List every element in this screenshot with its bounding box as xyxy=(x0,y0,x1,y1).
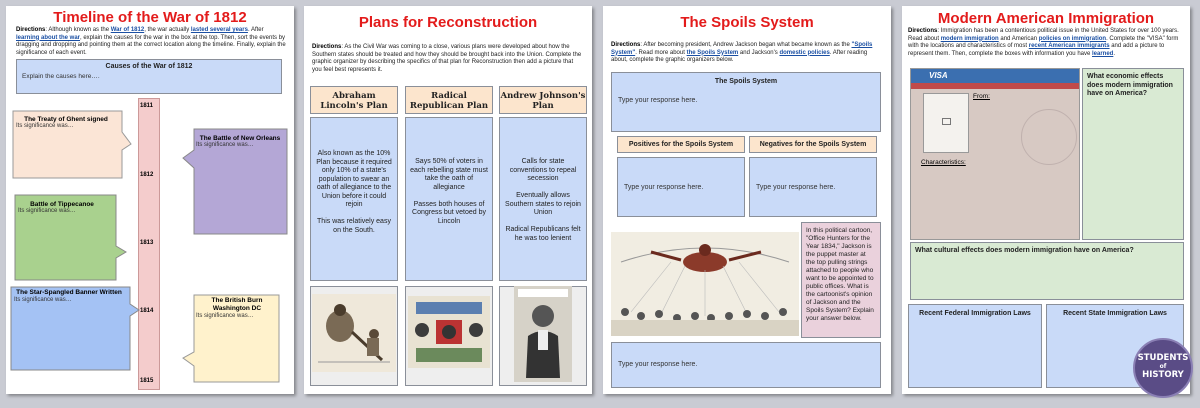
event-title: The Treaty of Ghent signed xyxy=(24,116,108,123)
event-washington[interactable] xyxy=(196,297,278,319)
visa-photo-slot[interactable] xyxy=(923,93,969,153)
year-1812: 1812 xyxy=(140,172,154,178)
link-policies-on-immigration[interactable]: policies on immigration xyxy=(1038,35,1107,42)
radical-republican-image xyxy=(408,296,490,368)
causes-box[interactable] xyxy=(16,59,282,94)
economic-effects-box[interactable]: What economic effects does modern immigration have on America? xyxy=(1082,68,1184,240)
slide2-title: Plans for Reconstruction xyxy=(358,14,538,31)
visa-from-label: From: xyxy=(973,93,990,100)
link-recent-immigrants[interactable]: recent American immigrants xyxy=(1028,43,1110,49)
year-1811: 1811 xyxy=(140,103,154,109)
event-tippecanoe[interactable] xyxy=(18,201,106,214)
slide-war-of-1812 xyxy=(6,6,294,394)
negatives-response[interactable]: Type your response here. xyxy=(749,157,877,217)
link-war-of-1812[interactable]: War of 1812 xyxy=(110,27,145,33)
slide3-directions: Directions: After becoming president, Andrew Jackson began what became known as the "Spoils System". Read more about the Spoils System and Jackson's domestic policies. After reading about, complete the graphic organizers below. xyxy=(611,42,873,63)
slide-spoils-system xyxy=(603,6,891,394)
plan-lincoln-header: Abraham Lincoln's Plan xyxy=(310,86,398,114)
slide4-directions: Directions: Immigration has been a contentious political issue in the United States for over 100 years. Read about modern immigration and American policies on immigration. Complete the "VISA" form with the locations and characteristics of most recent American immigrants and add a picture to represent them. Then, complete the boxes with information you have learned. xyxy=(908,28,1179,57)
visa-seal xyxy=(1021,109,1077,165)
plan-radical-header: Radical Republican Plan xyxy=(405,86,493,114)
link-domestic-policies[interactable]: domestic policies xyxy=(779,49,830,56)
negatives-heading: Negatives for the Spoils System xyxy=(749,136,877,153)
link-lasted-several-years[interactable]: lasted several years xyxy=(190,27,248,33)
slide1-title: Timeline of the War of 1812 xyxy=(53,9,247,26)
office-hunters-cartoon-image xyxy=(611,232,799,336)
plan-radical-text[interactable]: Says 50% of voters in each rebelling state must take the oath of allegiance Passes both houses of Congress but vetoed by Lincoln xyxy=(405,117,493,281)
event-text: Its significance was… xyxy=(14,297,72,303)
slide-reconstruction xyxy=(304,6,592,394)
cultural-effects-box[interactable]: What cultural effects does modern immigration have on America? xyxy=(910,242,1184,300)
slide2-directions: Directions: As the Civil War was coming to a close, various plans were developed about how the Southern states should be treated and how they should be brought back into the Union. Complete the graphic organizer by describing the specifics of that plan for Reconstruction then add a picture that you feel best represents it. xyxy=(312,44,582,73)
event-treaty-ghent[interactable] xyxy=(16,116,116,129)
cartoon-response[interactable]: Type your response here. xyxy=(611,342,881,388)
link-spoils-system[interactable]: "Spoils System" xyxy=(611,42,873,56)
event-star-spangled[interactable] xyxy=(14,289,124,303)
spoils-main-prompt: Type your response here. xyxy=(618,97,698,104)
lincoln-cartoon-image xyxy=(312,294,396,372)
event-title: The Battle of New Orleans xyxy=(199,135,281,142)
image-placeholder-icon xyxy=(942,118,951,125)
visa-form[interactable] xyxy=(910,68,1080,240)
event-text: Its significance was… xyxy=(196,142,254,148)
positives-heading: Positives for the Spoils System xyxy=(617,136,745,153)
spoils-main-heading: The Spoils System xyxy=(714,78,778,85)
event-title: The British Burn Washington DC xyxy=(211,297,263,312)
plan-lincoln-text[interactable]: Also known as the 10% Plan because it required only 10% of a state's population to swear an oath of allegiance to the Union before it could rejoin This was relatively easy on the South. xyxy=(310,117,398,281)
logo-line1: STUDENTS xyxy=(1137,353,1189,363)
slide1-directions: Directions: Although known as the War of 1812, the war actually lasted several years. After learning about the war, explain the causes for the war in the box at the top. Then, sort the events by dragging and dropping and pointing them at the correct location along the timeline. Finally, explain the significance of each event. xyxy=(16,27,286,56)
slide-modern-immigration xyxy=(902,6,1190,394)
cartoon-explanation: In this political cartoon, "Office Hunters for the Year 1834," Jackson is the puppet master at the top pulling strings attached to people who want to be appointed to public offices. What is the cartoonist's opinion of Jackson and the Spoils System? Explain your answer below. xyxy=(801,222,881,338)
year-1814: 1814 xyxy=(140,308,154,314)
visa-characteristics-label: Characteristics: xyxy=(921,159,966,166)
students-of-history-logo xyxy=(1133,338,1193,398)
state-laws-box[interactable]: Recent State Immigration Laws xyxy=(1046,304,1184,388)
link-the-spoils-system[interactable]: the Spoils System xyxy=(686,49,739,56)
johnson-photo-image xyxy=(514,286,572,382)
year-1813: 1813 xyxy=(140,240,154,246)
federal-laws-box[interactable]: Recent Federal Immigration Laws xyxy=(908,304,1042,388)
year-1815: 1815 xyxy=(140,378,154,384)
plan-johnson-header: Andrew Johnson's Plan xyxy=(499,86,587,114)
visa-stripe xyxy=(911,83,1080,89)
plan-johnson-text[interactable]: Calls for state conventions to repeal secession Eventually allows Southern states to rejoin Union Radical Republicans felt he was too lenient xyxy=(499,117,587,281)
causes-prompt: Explain the causes here…. xyxy=(22,73,100,80)
event-text: Its significance was… xyxy=(16,123,74,129)
link-learned[interactable]: learned xyxy=(1092,50,1114,57)
event-text: Its significance was… xyxy=(196,313,254,319)
link-modern-immigration[interactable]: modern immigration xyxy=(940,35,999,42)
event-title: Battle of Tippecanoe xyxy=(30,201,94,208)
slide4-title: Modern American Immigration xyxy=(937,10,1155,27)
causes-heading: Causes of the War of 1812 xyxy=(105,63,193,70)
event-new-orleans[interactable] xyxy=(196,135,284,148)
spoils-main-box[interactable] xyxy=(611,72,881,132)
slide3-title: The Spoils System xyxy=(680,14,814,31)
link-learning-about-war[interactable]: learning about the war xyxy=(16,34,81,41)
visa-label: VISA xyxy=(929,71,948,80)
positives-response[interactable]: Type your response here. xyxy=(617,157,745,217)
event-title: The Star-Spangled Banner Written xyxy=(16,289,122,296)
logo-line3: HISTORY xyxy=(1142,370,1184,380)
logo-line2: of xyxy=(1159,363,1167,370)
event-text: Its significance was… xyxy=(18,208,76,214)
